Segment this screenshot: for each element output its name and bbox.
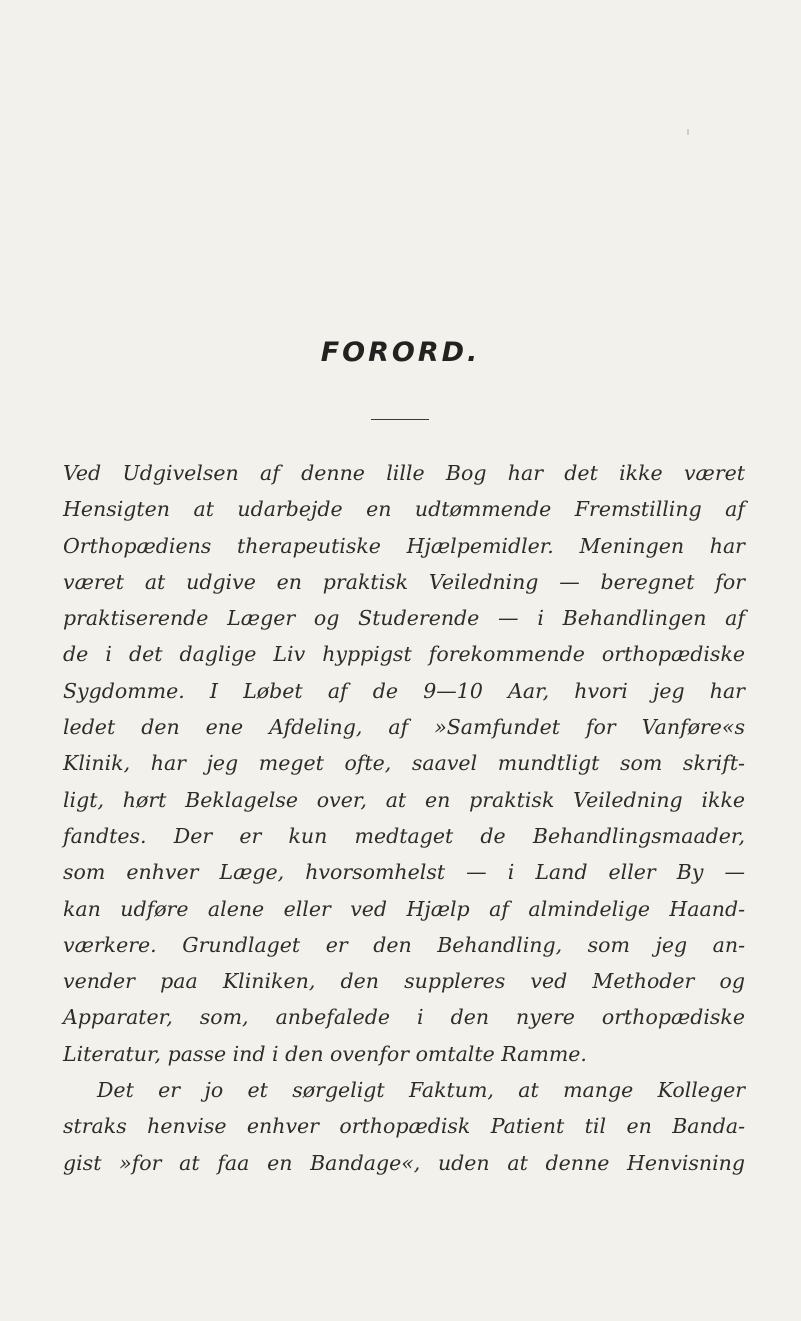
text-line: værkere. Grundlaget er den Behandling, som jeg an- (63, 932, 745, 957)
text-line: de i det daglige Liv hyppigst forekommende orthopædiske (63, 642, 745, 667)
title-divider (371, 419, 429, 420)
text-line: Apparater, som, anbefalede i den nyere orthopædiske (63, 1005, 745, 1030)
text-line: ledet den ene Afdeling, af »Samfundet for Vanføre«s (63, 715, 745, 740)
text-line: Hensigten at udarbejde en udtømmende Fremstilling af (63, 497, 745, 522)
text-line: ligt, hørt Beklagelse over, at en praktisk Veiledning ikke (63, 787, 745, 812)
paper-speck (687, 129, 689, 135)
text-line: kan udføre alene eller ved Hjælp af almindelige Haand- (63, 896, 745, 921)
text-line: Literatur, passe ind i den ovenfor omtalte Ramme. (63, 1041, 587, 1066)
text-line: straks henvise enhver orthopædisk Patient til en Banda- (63, 1114, 745, 1139)
text-line: praktiserende Læger og Studerende — i Behandlingen af (63, 606, 745, 631)
text-line: gist »for at faa en Bandage«, uden at denne Henvisning (63, 1150, 745, 1175)
text-line: som enhver Læge, hvorsomhelst — i Land eller By — (63, 860, 745, 885)
text-line: Orthopædiens therapeutiske Hjælpemidler. Meningen har (63, 533, 745, 558)
body-text (63, 455, 745, 1181)
text-line: vender paa Kliniken, den suppleres ved Methoder og (63, 969, 745, 994)
text-line: Sygdomme. I Løbet af de 9—10 Aar, hvori jeg har (63, 678, 745, 703)
text-line: fandtes. Der er kun medtaget de Behandlingsmaader, (63, 823, 745, 848)
text-line: Ved Udgivelsen af denne lille Bog har det ikke været (63, 461, 745, 485)
text-line: været at udgive en praktisk Veiledning — beregnet for (63, 569, 745, 594)
page-title: FORORD. (320, 337, 481, 368)
text-line: Klinik, har jeg meget ofte, saavel mundtligt som skrift- (63, 751, 745, 776)
text-line: Det er jo et sørgeligt Faktum, at mange Kolleger (97, 1078, 745, 1103)
